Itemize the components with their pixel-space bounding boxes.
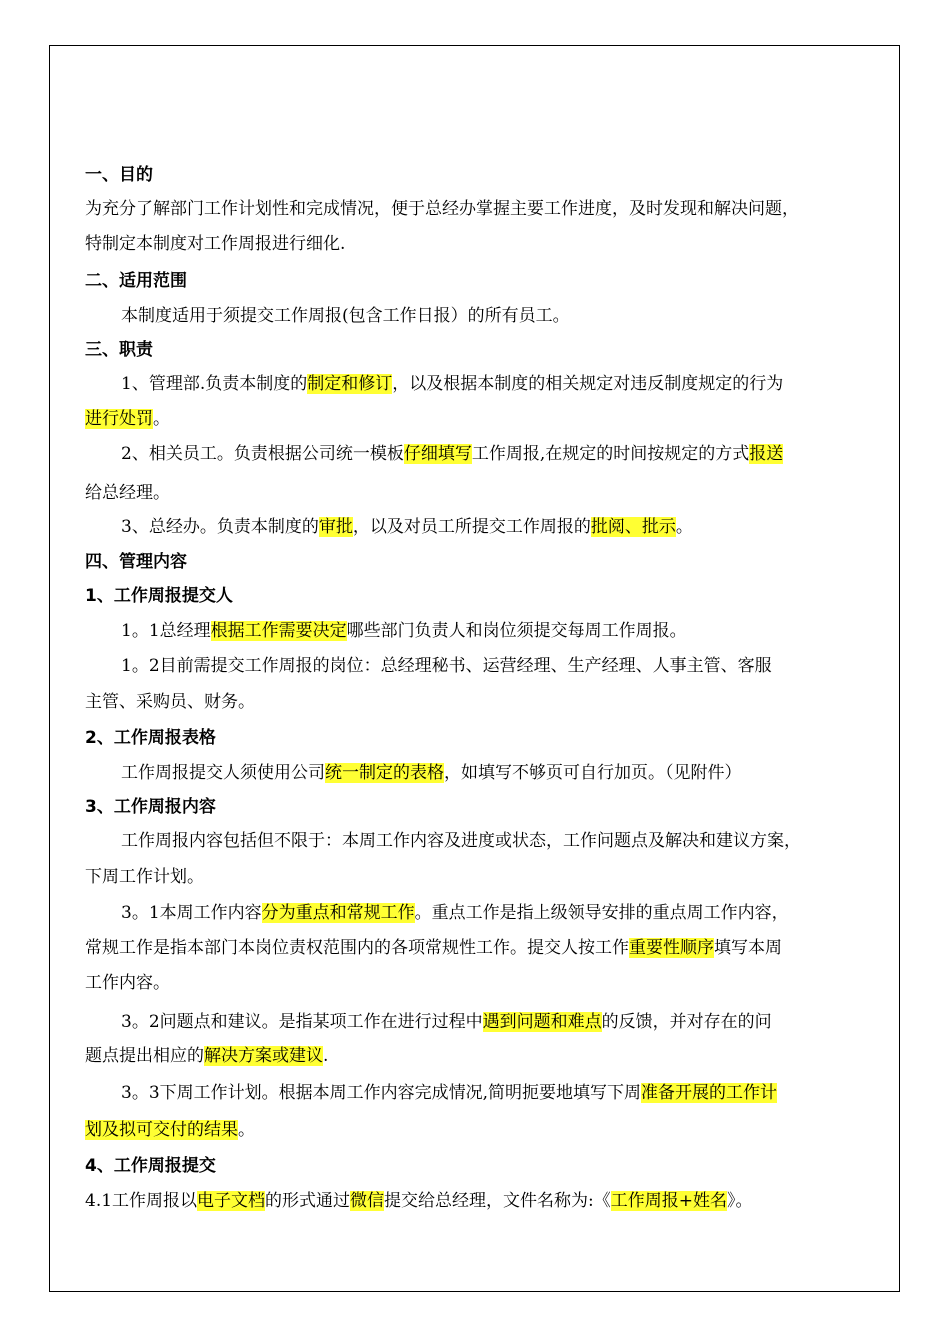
highlighted-text: 电子文档 [197, 1191, 266, 1211]
highlighted-text: 准备开展的工作计 [641, 1083, 778, 1103]
paragraph-line [85, 198, 799, 220]
text-segment: 三、职责 [85, 340, 153, 360]
highlighted-text: 解决方案或建议 [204, 1046, 323, 1066]
text-segment: 工作内容。 [85, 973, 170, 993]
section-heading [85, 796, 216, 818]
text-segment: 二、适用范围 [85, 271, 187, 291]
text-segment: 2、相关员工。负责根据公司统一模板 [121, 444, 404, 464]
text-segment: 四、管理内容 [85, 552, 187, 572]
highlighted-text: 遇到问题和难点 [482, 1012, 602, 1032]
text-segment: 。 [238, 1120, 255, 1140]
highlighted-text: 工作周报+姓名 [610, 1191, 728, 1211]
text-segment: 下周工作计划。 [85, 867, 204, 887]
text-segment: 工作周报内容包括但不限于：本周工作内容及进度或状态，工作问题点及解决和建议方案， [121, 831, 801, 851]
section-heading [85, 270, 187, 292]
highlighted-text: 微信 [350, 1191, 385, 1211]
paragraph-line [121, 830, 801, 852]
text-segment: ，以及根据本制度的相关规定对违反制度规定的行为 [392, 374, 784, 394]
paragraph-line [85, 1190, 753, 1212]
paragraph-line [85, 866, 204, 888]
text-segment: 哪些部门负责人和岗位须提交每周工作周报。 [346, 621, 687, 641]
highlighted-text: 划及拟可交付的结果 [85, 1120, 238, 1140]
text-segment: . [323, 1046, 329, 1066]
highlighted-text: 根据工作需要决定 [210, 621, 347, 641]
paragraph-line [85, 1119, 255, 1141]
paragraph-line [121, 1082, 777, 1104]
text-segment: ，以及对员工所提交工作周报的 [352, 517, 591, 537]
paragraph-line [85, 937, 782, 959]
text-segment: 提交给总经理，文件名称为:《 [384, 1191, 611, 1211]
text-segment: 》。 [727, 1191, 753, 1211]
text-segment: 本制度适用于须提交工作周报(包含工作日报）的所有员工。 [121, 306, 570, 326]
highlighted-text: 分为重点和常规工作 [261, 903, 415, 923]
section-heading [85, 727, 216, 749]
text-segment: 1。1总经理 [121, 621, 211, 641]
text-segment: 3。2问题点和建议。是指某项工作在进行过程中 [121, 1012, 483, 1032]
highlighted-text: 仔细填写 [403, 444, 472, 464]
section-heading [85, 164, 153, 186]
text-segment: 。重点工作是指上级领导安排的重点周工作内容， [414, 903, 789, 923]
text-segment: 3。3下周工作计划。根据本周工作内容完成情况,简明扼要地填写下周 [121, 1083, 642, 1103]
text-segment: 常规工作是指本部门本岗位责权范围内的各项常规性工作。提交人按工作 [85, 938, 629, 958]
paragraph-line [85, 691, 255, 713]
text-segment: 1、工作周报提交人 [85, 586, 233, 606]
text-segment: 3、工作周报内容 [85, 797, 216, 817]
paragraph-line [121, 516, 693, 538]
text-segment: 1、管理部.负责本制度的 [121, 374, 308, 394]
text-segment: 的反馈，并对存在的问 [601, 1012, 772, 1032]
paragraph-line [85, 408, 170, 430]
section-heading [85, 339, 153, 361]
text-segment: 一、目的 [85, 165, 153, 185]
text-segment: 为充分了解部门工作计划性和完成情况，便于总经办掌握主要工作进度，及时发现和解决问题， [85, 199, 799, 219]
text-segment: 工作周报,在规定的时间按规定的方式 [471, 444, 750, 464]
text-segment: 3、总经办。负责本制度的 [121, 517, 319, 537]
text-segment: ，如填写不够页可自行加页。（见附件） [444, 763, 742, 783]
paragraph-line [121, 655, 772, 677]
paragraph-line [121, 443, 783, 465]
section-heading [85, 551, 187, 573]
text-segment: 给总经理。 [85, 483, 170, 503]
section-heading [85, 585, 233, 607]
text-segment: 的形式通过 [265, 1191, 351, 1211]
highlighted-text: 审批 [318, 517, 353, 537]
paragraph-line [121, 762, 742, 784]
highlighted-text: 制定和修订 [307, 374, 393, 394]
paragraph-line [121, 1011, 772, 1033]
paragraph-line [121, 902, 789, 924]
text-segment: 4.1工作周报以 [85, 1191, 198, 1211]
paragraph-line [85, 972, 170, 994]
highlighted-text: 进行处罚 [85, 409, 153, 429]
paragraph-line [85, 1045, 328, 1067]
highlighted-text: 批阅、批示 [590, 517, 676, 537]
text-segment: 4、工作周报提交 [85, 1156, 216, 1176]
paragraph-line [121, 620, 687, 642]
section-heading [85, 1155, 216, 1177]
text-segment: 2、工作周报表格 [85, 728, 216, 748]
text-segment: 填写本周 [714, 938, 782, 958]
highlighted-text: 统一制定的表格 [325, 763, 444, 783]
paragraph-line [121, 305, 570, 327]
text-segment: 主管、采购员、财务。 [85, 692, 255, 712]
paragraph-line [85, 233, 345, 255]
highlighted-text: 重要性顺序 [629, 938, 714, 958]
text-segment: 。 [153, 409, 170, 429]
text-segment: 特制定本制度对工作周报进行细化. [85, 234, 346, 254]
text-segment: 。 [675, 517, 693, 537]
text-segment: 题点提出相应的 [85, 1046, 204, 1066]
highlighted-text: 报送 [749, 444, 784, 464]
paragraph-line [121, 373, 783, 395]
text-segment: 3。1本周工作内容 [121, 903, 262, 923]
text-segment: 工作周报提交人须使用公司 [121, 763, 325, 783]
paragraph-line [85, 482, 170, 504]
text-segment: 1。2目前需提交工作周报的岗位：总经理秘书、运营经理、生产经理、人事主管、客服 [121, 656, 772, 676]
